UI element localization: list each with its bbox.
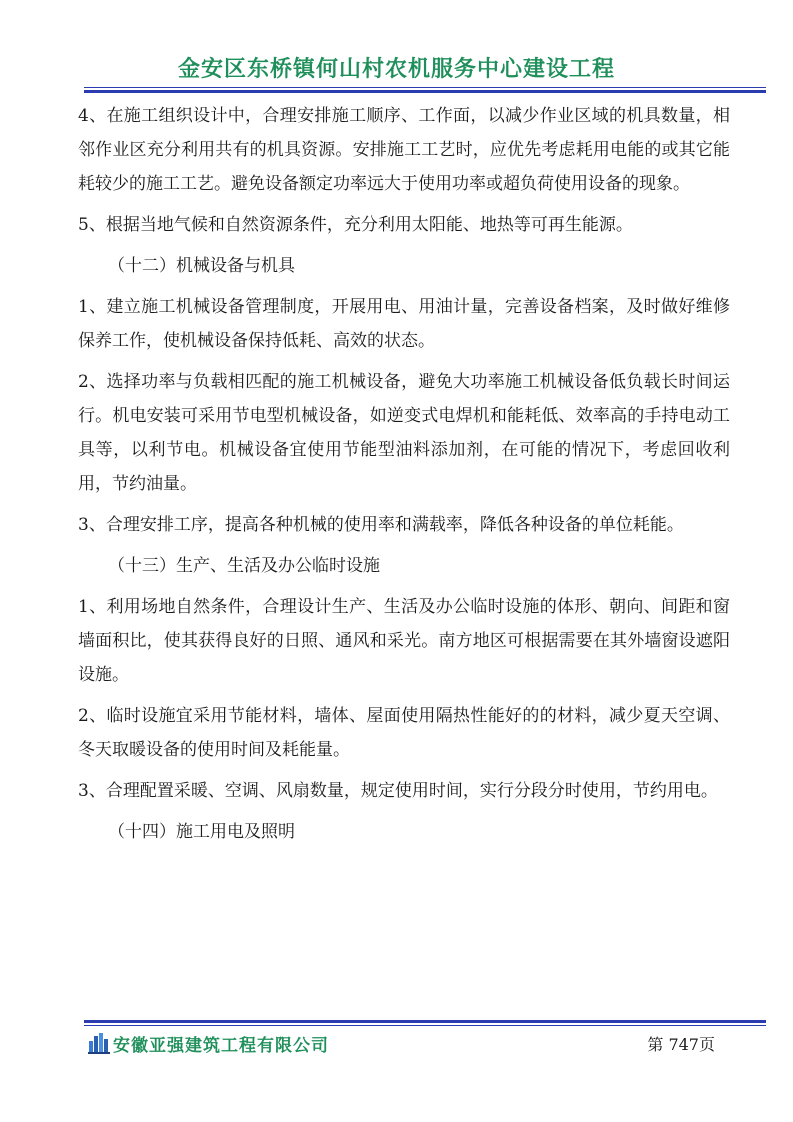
paragraph-body: 4、在施工组织设计中，合理安排施工顺序、工作面，以减少作业区域的机具数量，相邻作业区充分利用共有的机具资源。安排施工工艺时，应优先考虑耗用电能的或其它能耗较少的施工工艺。避免设备额定功率远大于使用功率或超负荷使用设备的现象。 [78,106,730,194]
page-header-title: 金安区东桥镇何山村农机服务中心建设工程 [177,57,615,82]
paragraph-body: 3、合理配置采暖、空调、风扇数量，规定使用时间，实行分段分时使用，节约用电。 [78,781,718,801]
footer-rule-thick [84,1020,766,1023]
page-number: 第 747页 [647,1035,715,1054]
paragraph-body: 1、利用场地自然条件，合理设计生产、生活及办公临时设施的体形、朝向、间距和窗墙面积比，使其获得良好的日照、通风和采光。南方地区可根据需要在其外墙窗设遮阳设施。 [78,597,730,685]
section-heading: （十三）生产、生活及办公临时设施 [108,556,380,576]
footer-company-name: 安徽亚强建筑工程有限公司 [113,1036,329,1056]
paragraph-body: 2、临时设施宜采用节能材料，墙体、屋面使用隔热性能好的的材料，减少夏天空调、冬天取暖设备的使用时间及耗能量。 [78,706,730,760]
section-heading: （十二）机械设备与机具 [108,256,295,276]
paragraph-body: 2、选择功率与负载相匹配的施工机械设备，避免大功率施工机械设备低负载长时间运行。机电安装可采用节电型机械设备，如逆变式电焊机和能耗低、效率高的手持电动工具等，以利节电。机械设备宜使用节能型油料添加剂，在可能的情况下，考虑回收利用，节约油量。 [78,372,730,494]
header-rule-thin [84,87,766,88]
header-rule-thick [84,90,766,93]
paragraph-body: 1、建立施工机械设备管理制度，开展用电、用油计量，完善设备档案，及时做好维修保养工作，使机械设备保持低耗、高效的状态。 [78,297,730,351]
building-logo-icon [88,1032,110,1054]
document-body [78,99,730,856]
paragraph-body: 3、合理安排工序，提高各种机械的使用率和满载率，降低各种设备的单位耗能。 [78,515,684,535]
section-heading: （十四）施工用电及照明 [108,822,295,842]
paragraph-body: 5、根据当地气候和自然资源条件，充分利用太阳能、地热等可再生能源。 [78,215,633,235]
footer-rule-thin [84,1025,766,1026]
